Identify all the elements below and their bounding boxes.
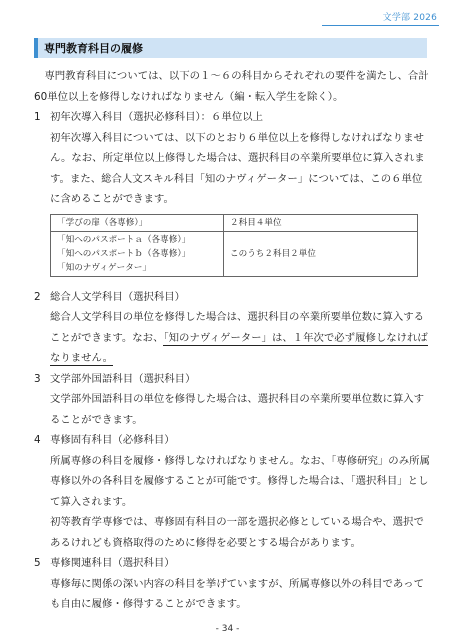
item-4-body-2: 初等教育学専修では、専修固有科目の一部を選択必修としている場合や、選択であるけれども資格取得のために修得を必要とする場合があります。 <box>50 516 424 549</box>
item-5-heading <box>34 553 432 574</box>
table-cell-line: 「知へのパスポートｂ（各専修）」 <box>57 248 191 259</box>
item-4-number: 4 <box>34 434 41 446</box>
item-2-title: 総合人文学科目（選択科目） <box>50 290 186 303</box>
item-5-title: 専修関連科目（選択科目） <box>50 557 175 569</box>
item-3-number: 3 <box>34 372 41 385</box>
item-1-body: 初年次導入科目については、以下のとおり６単位以上を修得しなければなりません。なお、所定単位以上修得した場合は、選択科目の卒業所要単位に算入されます。また、総合人文スキル科目「知のナヴィゲーター」については、この６単位に含めることができます。 <box>50 131 425 205</box>
item-2-heading <box>34 287 432 308</box>
item-2-number: 2 <box>34 290 41 303</box>
item-5-number: 5 <box>34 557 41 569</box>
table-cell: このうち２科目２単位 <box>224 231 418 276</box>
table-cell-line: 「知のナヴィゲーター」 <box>57 262 152 273</box>
item-1-heading <box>34 107 432 128</box>
item-4-heading <box>34 430 432 451</box>
item-3-title: 文学部外国語科目（選択科目） <box>50 372 196 385</box>
section-title: 専門教育科目の履修 <box>44 42 143 55</box>
intro-paragraph: 専門教育科目については、以下の１～６の科目からそれぞれの要件を満たし、合計60単位以上を修得しなければなりません（編・転入学生を除く）。 <box>34 70 429 103</box>
item-4-title: 専修固有科目（必修科目） <box>50 434 175 446</box>
table-row <box>51 231 418 276</box>
item-3-body: 文学部外国語科目の単位を修得した場合は、選択科目の卒業所要単位数に算入することができます。 <box>50 393 425 426</box>
item-2-body-text: 総合人文学科目の単位を修得した場合は、選択科目の卒業所要単位数に算入することができます。なお、 <box>50 311 425 344</box>
main-content <box>34 66 432 615</box>
item-1-title: 初年次導入科目（選択必修科目）：６単位以上 <box>50 111 264 123</box>
header-label: 文学部 2026 <box>382 13 437 23</box>
table-cell <box>51 231 224 276</box>
item-2-emphasis: 「知のナヴィゲーター」は、１年次で必ず履修しなければなりません。 <box>50 331 428 364</box>
table-row <box>51 214 418 231</box>
item-2-body <box>50 307 432 369</box>
requirements-table <box>50 214 418 277</box>
item-3-heading <box>34 369 432 390</box>
item-4-body: 所属専修の科目を履修・修得しなければなりません。なお、「専修研究」のみ所属専修以外の各科目を履修することが可能です。修得した場合は、「選択科目」として算入されます。 <box>50 454 430 508</box>
item-1-number: 1 <box>34 111 41 123</box>
table-cell-line: 「知へのパスポートａ（各専修）」 <box>57 234 191 245</box>
table-cell: 「学びの扉（各専修）」 <box>51 214 224 231</box>
page-number: - 34 - <box>215 624 240 634</box>
item-5-body: 専修毎に関係の深い内容の科目を挙げていますが、所属専修以外の科目であっても自由に履修・修得することができます。 <box>50 577 424 610</box>
table-cell: ２科目４単位 <box>224 214 418 231</box>
section-heading <box>34 38 427 58</box>
header-rule <box>322 25 439 26</box>
